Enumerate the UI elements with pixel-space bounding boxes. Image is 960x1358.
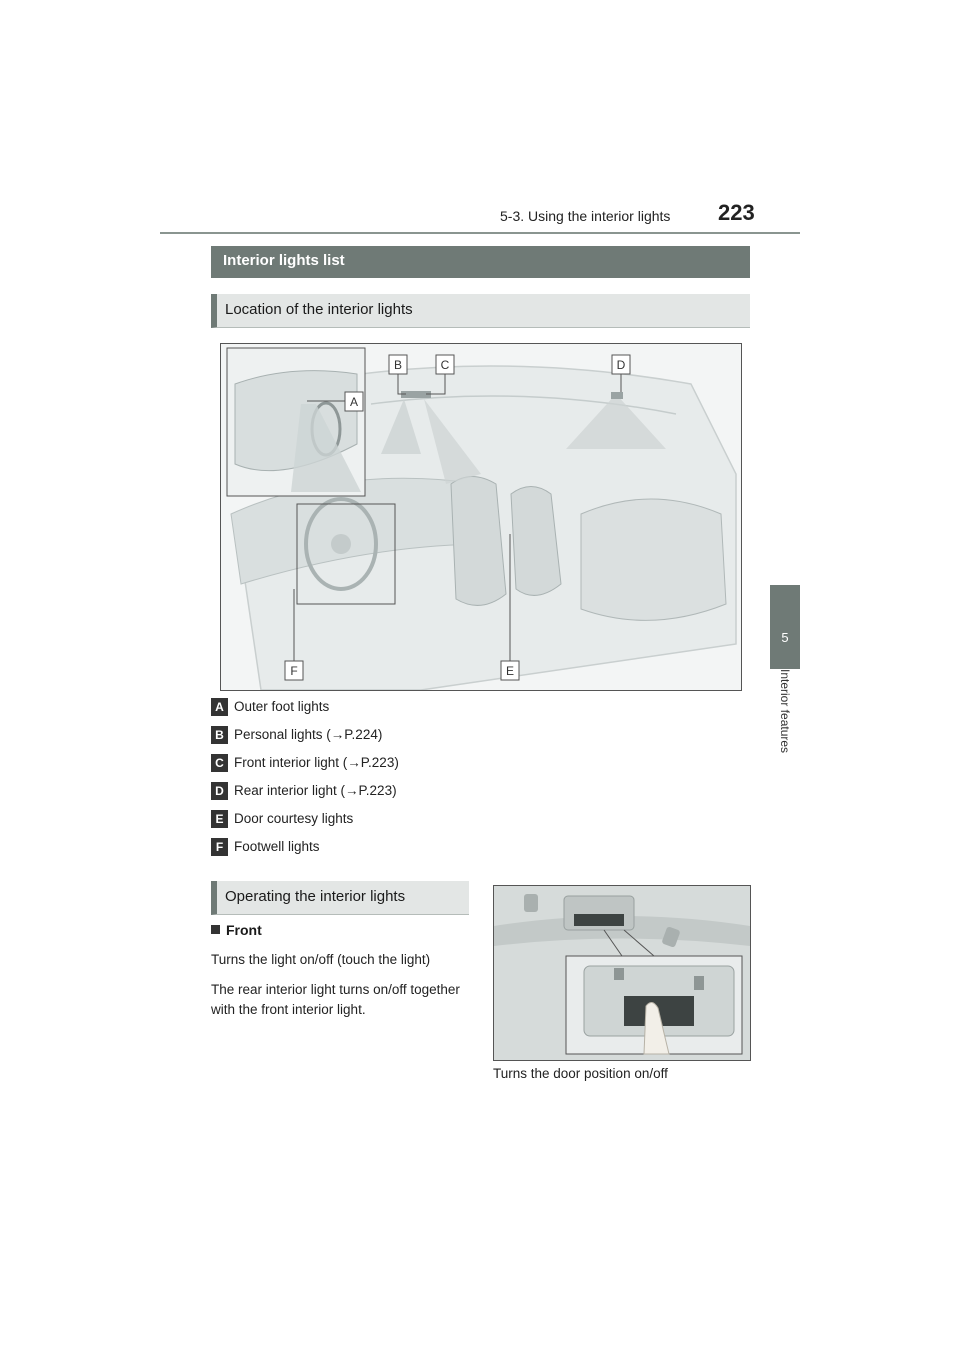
legend-letter-e: E bbox=[211, 810, 228, 828]
subsection-heading-bar bbox=[211, 294, 750, 328]
callout-D bbox=[612, 355, 630, 374]
section-title: 5-3. Using the interior lights bbox=[500, 208, 671, 224]
front-paragraph-1: Turns the light on/off (touch the light) bbox=[211, 952, 431, 967]
header-divider bbox=[160, 232, 800, 234]
chapter-tab-number: 5 bbox=[781, 630, 789, 645]
callout-F-label: F bbox=[290, 664, 298, 678]
legend-text-e: Door courtesy lights bbox=[234, 811, 354, 826]
legend-text-f: Footwell lights bbox=[234, 839, 320, 854]
page-number: 223 bbox=[718, 200, 755, 225]
callout-A-label: A bbox=[349, 395, 359, 409]
callout-F bbox=[285, 661, 303, 680]
legend-text-d[interactable]: Rear interior light (→P.223) bbox=[234, 783, 397, 798]
callout-B-label: B bbox=[393, 358, 403, 372]
operating-heading-bar bbox=[211, 881, 469, 915]
callout-C bbox=[436, 355, 454, 374]
chapter-tab-label bbox=[770, 669, 800, 789]
interior-lights-illustration bbox=[220, 343, 742, 691]
square-bullet-icon bbox=[211, 925, 220, 934]
section-heading-bar bbox=[211, 246, 750, 278]
operating-heading: Operating the interior lights bbox=[225, 888, 406, 905]
callout-E-label: E bbox=[505, 664, 515, 678]
front-paragraph-2: The rear interior light turns on/off together with the front interior light. bbox=[211, 982, 460, 1017]
photo-caption: Turns the door position on/off bbox=[493, 1066, 668, 1081]
legend-letter-d: D bbox=[211, 782, 228, 800]
chapter-tab-label-text: Interior features bbox=[778, 669, 792, 754]
legend-text-a: Outer foot lights bbox=[234, 699, 330, 714]
front-heading-text: Front bbox=[226, 922, 262, 938]
legend-letter-c: C bbox=[211, 754, 228, 772]
front-heading bbox=[211, 922, 262, 938]
car-interior-drawing bbox=[221, 344, 741, 690]
overhead-console-drawing bbox=[494, 886, 750, 1060]
legend-text-b[interactable]: Personal lights (→P.224) bbox=[234, 727, 383, 742]
overhead-console-photo bbox=[493, 885, 751, 1061]
legend-letter-b: B bbox=[211, 726, 228, 744]
callout-B bbox=[389, 355, 407, 374]
callout-E bbox=[501, 661, 519, 680]
subsection-heading: Location of the interior lights bbox=[225, 301, 413, 318]
callout-A bbox=[345, 392, 363, 411]
section-heading: Interior lights list bbox=[223, 252, 345, 269]
legend-letter-f: F bbox=[211, 838, 228, 856]
callout-C-label: C bbox=[440, 358, 450, 372]
chapter-tab bbox=[770, 585, 800, 669]
legend-text-c[interactable]: Front interior light (→P.223) bbox=[234, 755, 399, 770]
legend-letter-a: A bbox=[211, 698, 228, 716]
callout-D-label: D bbox=[616, 358, 626, 372]
